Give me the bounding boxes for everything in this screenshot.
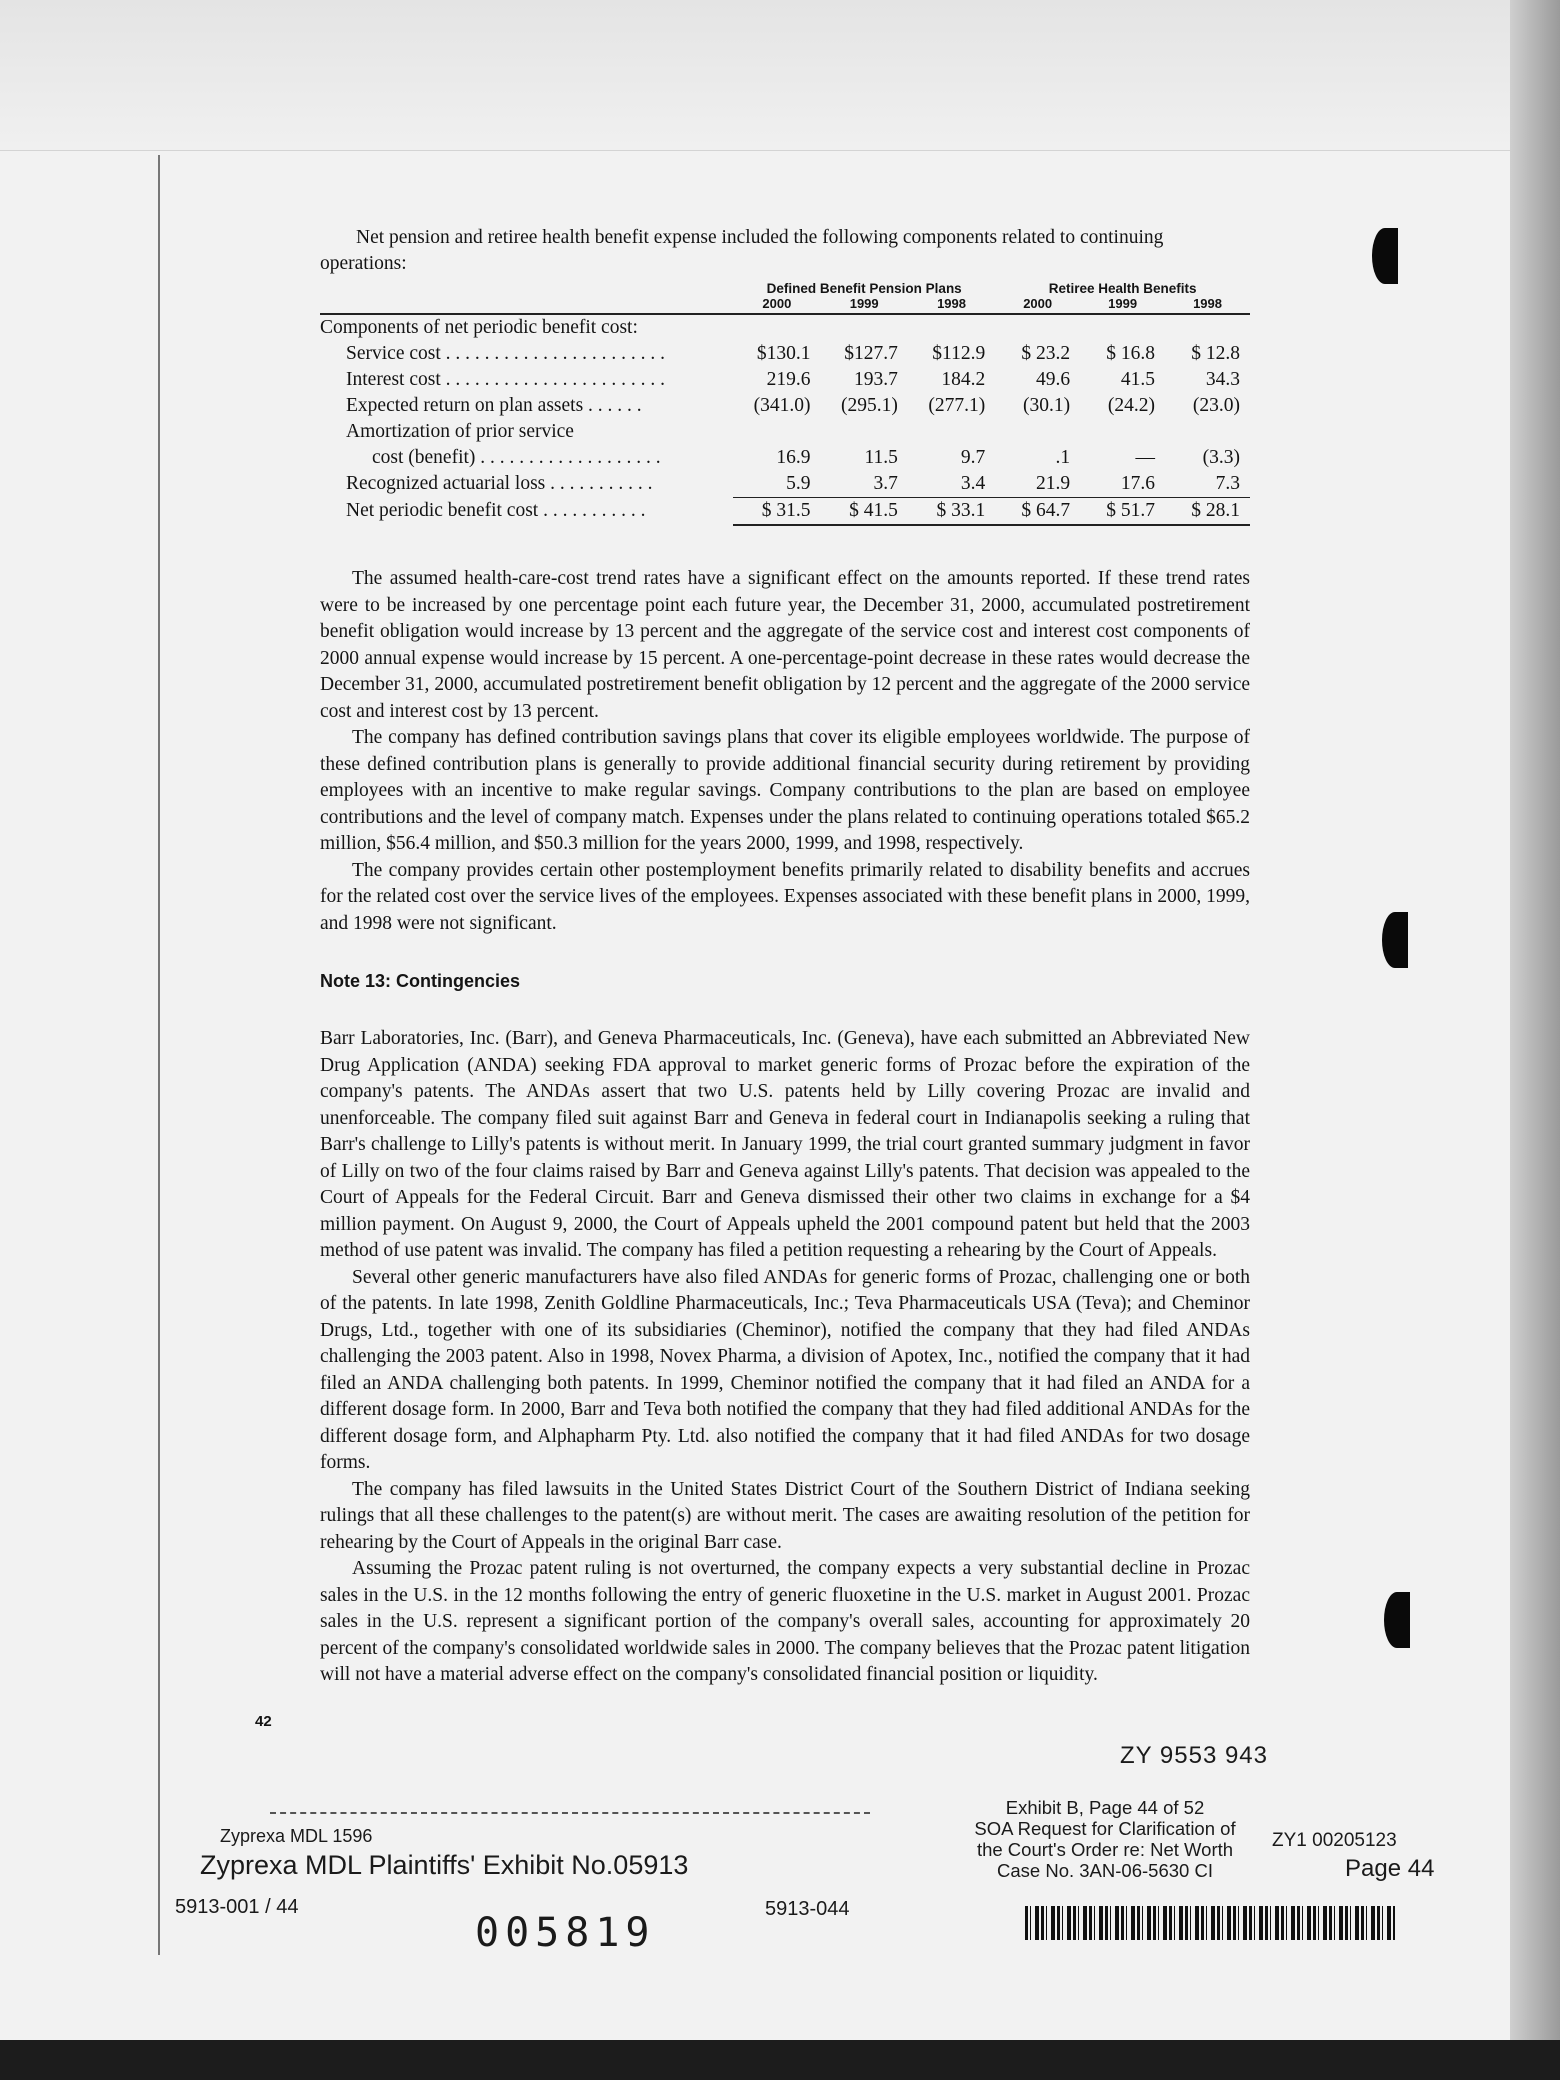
paragraph: The company provides certain other postemployment benefits primarily related to disability benefits and accrues for the related cost over the service lives of the employees. Expenses associated with these benefit plans in 2000, 1999, and 1998 were not significant.: [320, 859, 1250, 934]
cell: 9.7: [960, 447, 986, 468]
paragraph: Several other generic manufacturers have also filed ANDAs for generic forms of Prozac, challenging one or both of the patents. In late 1998, Zenith Goldline Pharmaceuticals, Inc.; Teva Pharmaceuticals USA (Teva); and Cheminor Drugs, Ltd., together with one of its subsidiaries (Cheminor), notified the company that they had filed ANDAs challenging the 2003 patent. Also in 1998, Novex Pharma, a division of Apotex, Inc., notified the company that it had filed an ANDA challenging both patents. In 1999, Cheminor notified the company that it had filed an ANDA for a different dosage form. In 2000, Barr and Teva both notified the company that they had filed additional ANDAs for the different dosage form, and Alphapharm Pty. Ltd. also notified the company that it had filed ANDAs for two dosage forms.: [320, 1266, 1250, 1473]
cell: 17.6: [1120, 473, 1156, 494]
cell: $ 16.8: [1106, 343, 1156, 364]
spacer: [320, 526, 1250, 566]
handwritten-number: 005819: [475, 1910, 656, 1956]
row-label: Amortization of prior service: [346, 421, 574, 442]
cell: $127.7: [844, 343, 898, 364]
table-group-header: [320, 281, 1250, 296]
paragraph: The company has defined contribution savings plans that cover its eligible employees worldwide. The purpose of these defined contribution plans is generally to provide additional financial security during retirement by providing employees with an incentive to make regular savings. Company contributions to the plan are based on employee contributions and the level of company match. Expenses under the plans related to continuing operations totaled $65.2 million, $56.4 million, and $50.3 million for the years 2000, 1999, and 1998, respectively.: [320, 727, 1250, 854]
exhibit-b-page: Exhibit B, Page 44 of 52: [1005, 1797, 1205, 1818]
note-heading: Note 13: Contingencies: [320, 971, 521, 991]
scan-top-band: [0, 0, 1510, 151]
paragraph: The company has filed lawsuits in the United States District Court of the Southern District of Indiana seeking rulings that all these challenges to the patent(s) are without merit. The cases are awaiting resolution of the petition for rehearing by the Court of Appeals in the original Barr case.: [320, 1478, 1250, 1553]
cell: 49.6: [1036, 369, 1071, 390]
binder-hole-middle: [1382, 912, 1408, 968]
cell: 21.9: [1036, 473, 1071, 494]
plaintiffs-exhibit-label: Zyprexa MDL Plaintiffs' Exhibit No.05913: [200, 1850, 689, 1880]
left-exhibit-code: 5913-001 / 44: [175, 1896, 299, 1918]
zy-bates-number: ZY 9553 943: [1120, 1742, 1269, 1769]
cell: (277.1): [928, 395, 986, 416]
table-row: [320, 471, 1250, 498]
row-label: Net periodic benefit cost . . . . . . . . . . .: [346, 500, 646, 522]
cell: (23.0): [1192, 395, 1240, 416]
page-edge: [1510, 0, 1560, 2040]
benefit-cost-table: [320, 281, 1250, 526]
row-label: Service cost . . . . . . . . . . . . . . . . . . . . . . .: [346, 343, 666, 364]
middle-exhibit-code: 5913-044: [765, 1898, 850, 1920]
mdl-label: Zyprexa MDL 1596: [220, 1826, 373, 1846]
cell: $ 12.8: [1191, 343, 1240, 364]
cell: 11.5: [864, 447, 898, 468]
year-header: 1998: [1165, 296, 1250, 314]
table-row: [320, 367, 1250, 393]
paragraph: The assumed health-care-cost trend rates have a significant effect on the amounts reported. If these trend rates were to be increased by one percentage point each future year, the December 31, 2000, accumulated postretirement benefit obligation would increase by 13 percent and the aggregate of the service cost and interest cost components of 2000 annual expense would increase by 15 percent. A one-percentage-point decrease in these rates would decrease the December 31, 2000, accumulated postretirement benefit obligation by 12 percent and the aggregate of the 2000 service cost and interest cost by 13 percent.: [320, 568, 1250, 722]
cell: $ 33.1: [908, 498, 995, 526]
table-total-row: [320, 498, 1250, 526]
barcode: [1025, 1906, 1395, 1940]
year-header: 2000: [995, 296, 1080, 314]
cell: 184.2: [941, 369, 986, 390]
margin-rule: [158, 155, 160, 1955]
cell: (295.1): [840, 395, 898, 416]
cell: (30.1): [1023, 395, 1071, 416]
cell: 41.5: [1120, 369, 1156, 390]
group-pension: Defined Benefit Pension Plans: [766, 281, 962, 296]
cell: $ 41.5: [821, 498, 908, 526]
cell: (24.2): [1107, 395, 1156, 416]
court-order-line: the Court's Order re: Net Worth: [976, 1839, 1234, 1860]
cell: 5.9: [786, 473, 811, 494]
cell: $ 51.7: [1080, 498, 1165, 526]
table-row: [320, 393, 1250, 419]
cell: 16.9: [776, 447, 811, 468]
cell: $ 23.2: [1021, 343, 1071, 364]
cell: $ 31.5: [733, 498, 820, 526]
cell: (3.3): [1202, 447, 1240, 468]
binder-hole-top: [1372, 228, 1398, 284]
binder-hole-bottom: [1384, 1592, 1410, 1648]
row-label: Recognized actuarial loss . . . . . . . . . . .: [346, 473, 653, 495]
table-row: [320, 445, 1250, 471]
cell: $112.9: [932, 343, 986, 364]
dashed-divider: [270, 1812, 870, 1814]
table-section-row: [320, 314, 1250, 341]
exhibit-b-block: [940, 1797, 1270, 1881]
page-folio: 42: [255, 1713, 272, 1730]
case-number-line: Case No. 3AN-06-5630 CI: [997, 1860, 1213, 1881]
page-content: [320, 225, 1250, 1689]
table-row: [320, 419, 1250, 445]
group-health: Retiree Health Benefits: [1048, 281, 1197, 296]
section-label: Components of net periodic benefit cost:: [320, 317, 638, 338]
cell: $ 64.7: [995, 498, 1080, 526]
zy1-number: ZY1 00205123: [1272, 1830, 1397, 1851]
year-header: 1999: [1080, 296, 1165, 314]
cell: 3.4: [960, 473, 986, 494]
row-label: Expected return on plan assets . . . . . .: [346, 395, 642, 416]
year-header: 1999: [821, 296, 908, 314]
cell: .1: [1055, 447, 1071, 468]
cell: $130.1: [756, 343, 811, 364]
year-header: 2000: [733, 296, 820, 314]
table-year-header: [320, 296, 1250, 314]
scan-bottom-edge: [0, 2040, 1560, 2080]
year-header: 1998: [908, 296, 995, 314]
row-label: Interest cost . . . . . . . . . . . . . . . . . . . . . . .: [346, 369, 666, 390]
intro-text: Net pension and retiree health benefit expense included the following components related to continuing operations:: [320, 227, 1164, 274]
cell: 219.6: [766, 369, 811, 390]
cell: $ 28.1: [1165, 498, 1250, 526]
cell: 34.3: [1205, 369, 1240, 390]
row-label: cost (benefit) . . . . . . . . . . . . . . . . . . .: [372, 447, 661, 468]
cell: 7.3: [1215, 473, 1240, 494]
paragraph: Assuming the Prozac patent ruling is not overturned, the company expects a very substantial decline in Prozac sales in the U.S. in the 12 months following the entry of generic fluoxetine in the U.S. market in August 2001. Prozac sales in the U.S. represent a significant portion of the company's overall sales, accounting for approximately 20 percent of the company's consolidated worldwide sales in 2000. The company believes that the Prozac patent litigation will not have a material adverse effect on the company's consolidated financial position or liquidity.: [320, 1558, 1250, 1685]
cell: (341.0): [753, 395, 811, 416]
cell: 3.7: [873, 473, 898, 494]
page-number-stamp: Page 44: [1345, 1855, 1435, 1882]
paragraph: Barr Laboratories, Inc. (Barr), and Geneva Pharmaceuticals, Inc. (Geneva), have each submitted an Abbreviated New Drug Application (ANDA) seeking FDA approval to market generic forms of Prozac before the expiration of the company's patents. The ANDAs assert that two U.S. patents held by Lilly covering Prozac are invalid and unenforceable. The company filed suit against Barr and Geneva in federal court in Indianapolis seeking a ruling that Barr's challenge to Lilly's patents is without merit. In January 1999, the trial court granted summary judgment in favor of Lilly on two of the four claims raised by Barr and Geneva against Lilly's patents. That decision was appealed to the Court of Appeals for the Federal Circuit. Barr and Geneva dismissed their other two claims in exchange for a $4 million payment. On August 9, 2000, the Court of Appeals upheld the 2001 compound patent but held that the 2003 method of use patent was invalid. The company has filed a petition requesting a rehearing by the Court of Appeals.: [320, 1028, 1250, 1261]
cell: 193.7: [853, 369, 898, 390]
soa-request-line: SOA Request for Clarification of: [974, 1818, 1236, 1839]
table-row: [320, 341, 1250, 367]
cell: —: [1135, 447, 1156, 468]
